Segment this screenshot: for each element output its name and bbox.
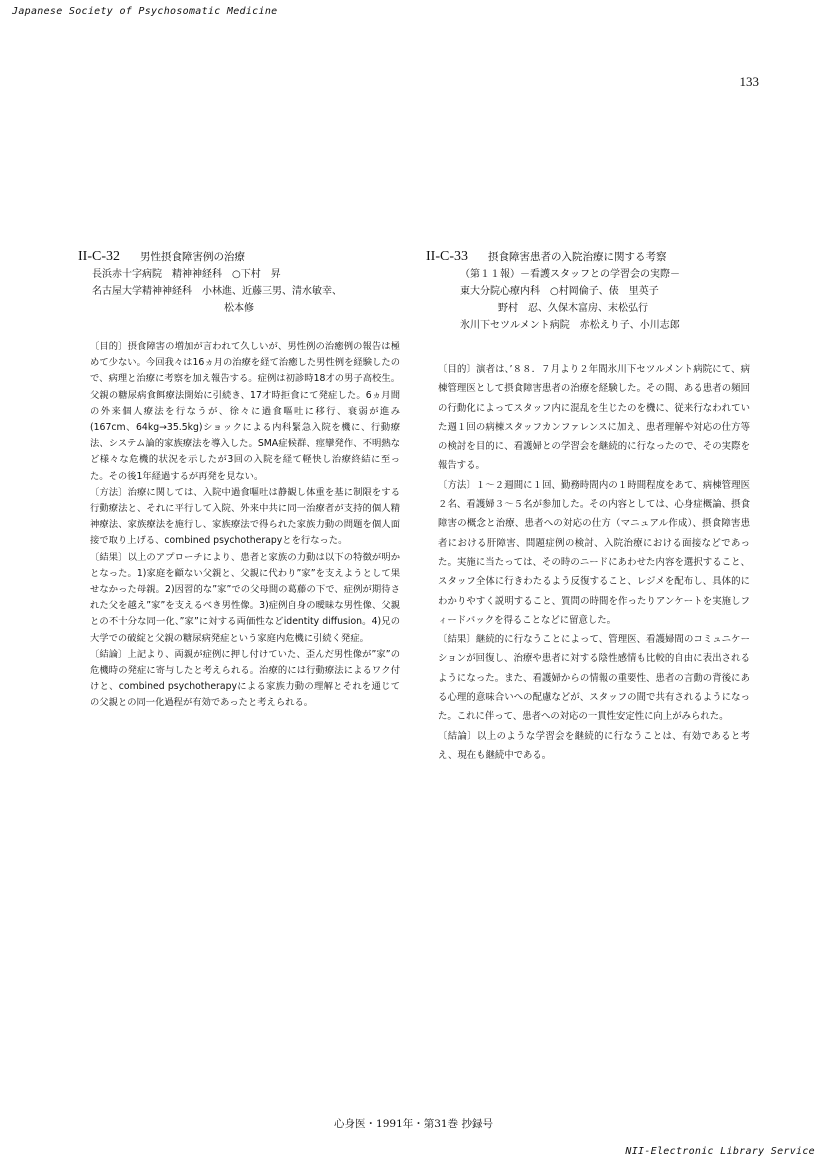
author-affiliation-1: 東大分院心療内科 ○村岡倫子、俵 里英子	[460, 286, 659, 297]
abstract-paragraph-conclusion: 〔結論〕上記より、両親が症例に押し付けていた、歪んだ男性像が”家”の危機時の発症に寄与したと考えられる。治療的には行動療法によるワク付けと、combined psychotherapyによる家族力動の理解とそれを通じての父親との同一化過程が有効であったと考えられる。	[90, 648, 400, 709]
journal-citation: 心身医・1991年・第31巻 抄録号	[334, 1118, 493, 1130]
page-number: 133	[739, 74, 759, 89]
abstract-subtitle: （第１１報）－看護スタッフとの学習会の実際－	[460, 269, 680, 280]
author-affiliation-2: 野村 忍、久保木富房、末松弘行	[498, 303, 648, 314]
author-affiliation-3: 松本修	[224, 303, 254, 314]
author-affiliation-1: 長浜赤十字病院 精神神経科 ○下村 昇	[92, 269, 281, 280]
author-affiliation-3: 氷川下セツルメント病院 赤松えり子、小川志郎	[460, 320, 680, 331]
abstract-heading	[78, 248, 408, 266]
abstract-paragraph-result: 〔結果〕以上のアプローチにより、患者と家族の力動は以下の特徴が明かとなった。1)家庭を顧ない父親と、父親に代わり”家”を支えようとして果せなかった母親。2)因習的な”家”での父母間の葛藤の下で、症例が期待された父を越え”家”を支えるべき男性像。3)症例自身の曖昧な男性像、父親との不十分な同一化、”家”に対する両価性などidentity diffusion。4)兄の大学での破綻と父親の糖尿病発症という家庭内危機に引続く発症。	[90, 551, 400, 644]
abstract-right	[426, 248, 758, 765]
abstract-id: II-C-33	[426, 249, 468, 264]
abstract-body	[438, 360, 750, 765]
abstract-paragraph-method: 〔方法〕治療に関しては、入院中過食嘔吐は静観し体重を基に制限をする行動療法と、それに平行して入院、外来中共に同一治療者が支持的個人精神療法、家族療法を施行し、家族療法で得られた家族力動の問題を個人面接で取り上げる、combined psychotherapyとを行なった。	[90, 486, 400, 547]
abstract-id: II-C-32	[78, 249, 120, 264]
abstract-heading	[426, 248, 758, 266]
abstract-paragraph-result: 〔結果〕継続的に行なうことによって、管理医、看護婦間のコミュニケーションが回復し、治療や患者に対する陰性感情も比較的自由に表出されるようになった。また、看護婦からの情報の重要性、患者の言動の背後にある心理的意味合いへの配慮などが、スタッフの間で共有されるようになった。これに伴って、患者への対応の一貫性安定性に向上がみられた。	[438, 634, 750, 723]
abstract-paragraph-conclusion: 〔結論〕以上のような学習会を継続的に行なうことは、有効であると考え、現在も継続中である。	[438, 730, 750, 761]
abstract-title: 男性摂食障害例の治療	[140, 251, 245, 263]
author-affiliation-2: 名古屋大学精神神経科 小林進、近藤三男、清水敏幸、	[92, 286, 342, 297]
abstract-left	[78, 248, 408, 712]
abstract-paragraph-purpose: 〔目的〕摂食障害の増加が言われて久しいが、男性例の治癒例の報告は極めて少ない。今回我々は16ヵ月の治療を経て治癒した男性例を経験したので、病理と治療に考察を加え報告する。症例は初診時18才の男子高校生。父親の糖尿病食餌療法開始に引続き、17才時拒食にて発症した。6ヵ月間の外来個人療法を行なうが、徐々に過食嘔吐に移行、衰弱が進み(167cm、64kg→35.5kg)ショックによる内科緊急入院を機に、行動療法、システム論的家族療法を導入した。SMA症候群、痙攣発作、不明熱など様々な危機的状況を示したが3回の入院を経て軽快し治療終結に至った。その後1年経過するが再発を見ない。	[90, 341, 400, 482]
abstract-title: 摂食障害患者の入院治療に関する考察	[488, 251, 667, 263]
journal-society-header: Japanese Society of Psychosomatic Medicine	[12, 6, 278, 17]
library-service-footer: NII-Electronic Library Service	[625, 1146, 815, 1157]
abstract-paragraph-purpose: 〔目的〕演者は、’８８．７月より２年間氷川下セツルメント病院にて、病棟管理医として摂食障害患者の治療を経験した。その間、ある患者の頻回の行動化によってスタッフ内に混乱を生じたのを機に、従来行なわれていた週１回の病棟スタッフカンファレンスに加え、患者理解や対応の仕方等の検討を目的に、看護婦との学習会を継続的に行なったので、その実際を報告する。	[438, 364, 750, 472]
abstract-body	[90, 339, 400, 712]
abstract-paragraph-method: 〔方法〕１～２週間に１回、勤務時間内の１時間程度をあて、病棟管理医２名、看護婦３～５名が参加した。その内容としては、心身症概論、摂食障害の概念と治療、患者への対応の仕方（マニュアル作成）、摂食障害患者における肝障害、問題症例の検討、入院治療における面接などであった。実施に当たっては、その時のニードにあわせた内容を選択すること、スタッフ全体に行きわたるよう反復すること、レジメを配布し、具体的にわかりやすく説明すること、質問の時間を作ったりアンケートを実施しフィードバックを得ることなどに留意した。	[438, 479, 750, 626]
